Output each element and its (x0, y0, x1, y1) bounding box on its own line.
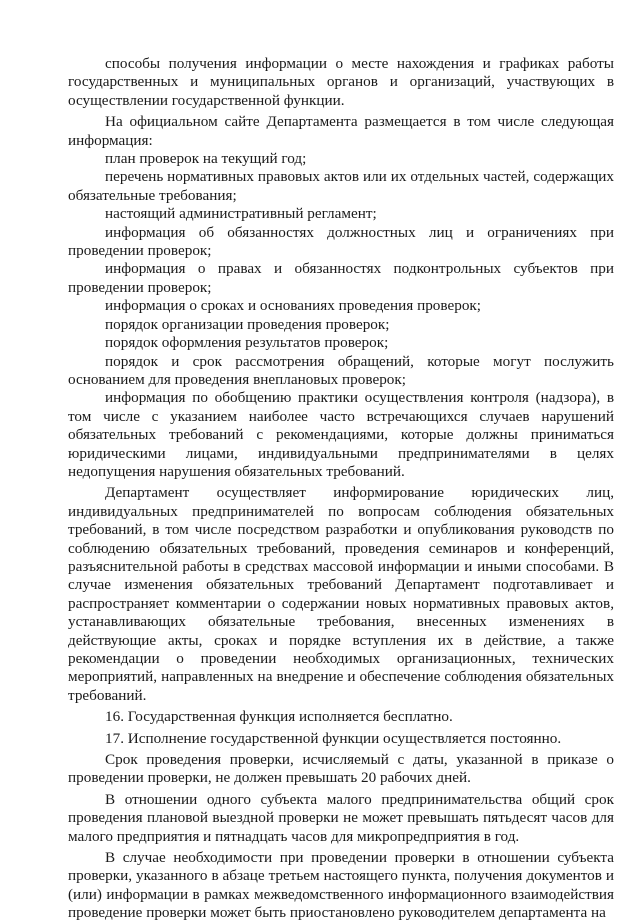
list-item: информация по обобщению практики осуществления контроля (надзора), в том числе с указанием наиболее часто встречающихся случаев нарушений обязательных требований с рекомендациями, которые должны приниматься юридическими лицами, индивидуальными предпринимателями в целях недопущения нарушения обязательных требований. (68, 389, 614, 480)
list-item: информация об обязанностях должностных лиц и ограничениях при проведении проверок; (68, 223, 614, 260)
list-item: порядок оформления результатов проверок; (105, 334, 389, 352)
paragraph: Срок проведения проверки, исчисляемый с даты, указанной в приказе о проведении проверки, не должен превышать 20 рабочих дней. (68, 751, 614, 787)
paragraph: способы получения информации о месте нахождения и графиках работы государственных и муниципальных органов и организаций, участвующих в осуществлении государственной функции. (68, 55, 614, 109)
list-item: информация о сроках и основаниях проведения проверок; (105, 297, 482, 315)
paragraph: 17. Исполнение государственной функции осуществляется постоянно. (105, 729, 562, 747)
paragraph: 16. Государственная функция исполняется бесплатно. (105, 708, 453, 726)
list-item: перечень нормативных правовых актов или их отдельных частей, содержащих обязательные требования; (68, 168, 614, 204)
list-item: информация о правах и обязанностях подконтрольных субъектов при проведении проверок; (68, 260, 614, 296)
paragraph: На официальном сайте Департамента размещается в том числе следующая информация: (68, 113, 614, 149)
list-item: порядок и срок рассмотрения обращений, которые могут послужить основанием для проведения внеплановых проверок; (68, 352, 614, 388)
list-item: план проверок на текущий год; (105, 150, 307, 168)
paragraph: В случае необходимости при проведении проверки в отношении субъекта проверки, указанного в абзаце третьем настоящего пункта, получения документов и (или) информации в рамках межведомственного информационного взаимодействия проведение проверки может быть приостановлено руководителем департамента на (68, 849, 614, 922)
paragraph: Департамент осуществляет информирование юридических лиц, индивидуальных предпринимателей по вопросам соблюдения обязательных требований, в том числе посредством разработки и опубликования руководств по соблюдению обязательных требований, проведения семинаров и конференций, разъяснительной работы в средствах массовой информации и иными способами. В случае изменения обязательных требований Департамент подготавливает и распространяет комментарии о содержании новых нормативных правовых актов, устанавливающих обязательные требования, внесенных изменениях в действующие акты, сроках и порядке вступления их в действие, а также рекомендации о проведении необходимых организационных, технических мероприятий, направленных на внедрение и обеспечение соблюдения обязательных требований. (68, 484, 614, 704)
paragraph: В отношении одного субъекта малого предпринимательства общий срок проведения плановой выездной проверки не может превышать пятьдесят часов для малого предприятия и пятнадцать часов для микропредприятия в год. (68, 790, 614, 845)
list-item: порядок организации проведения проверок; (105, 315, 390, 333)
list-item: настоящий административный регламент; (105, 205, 377, 223)
